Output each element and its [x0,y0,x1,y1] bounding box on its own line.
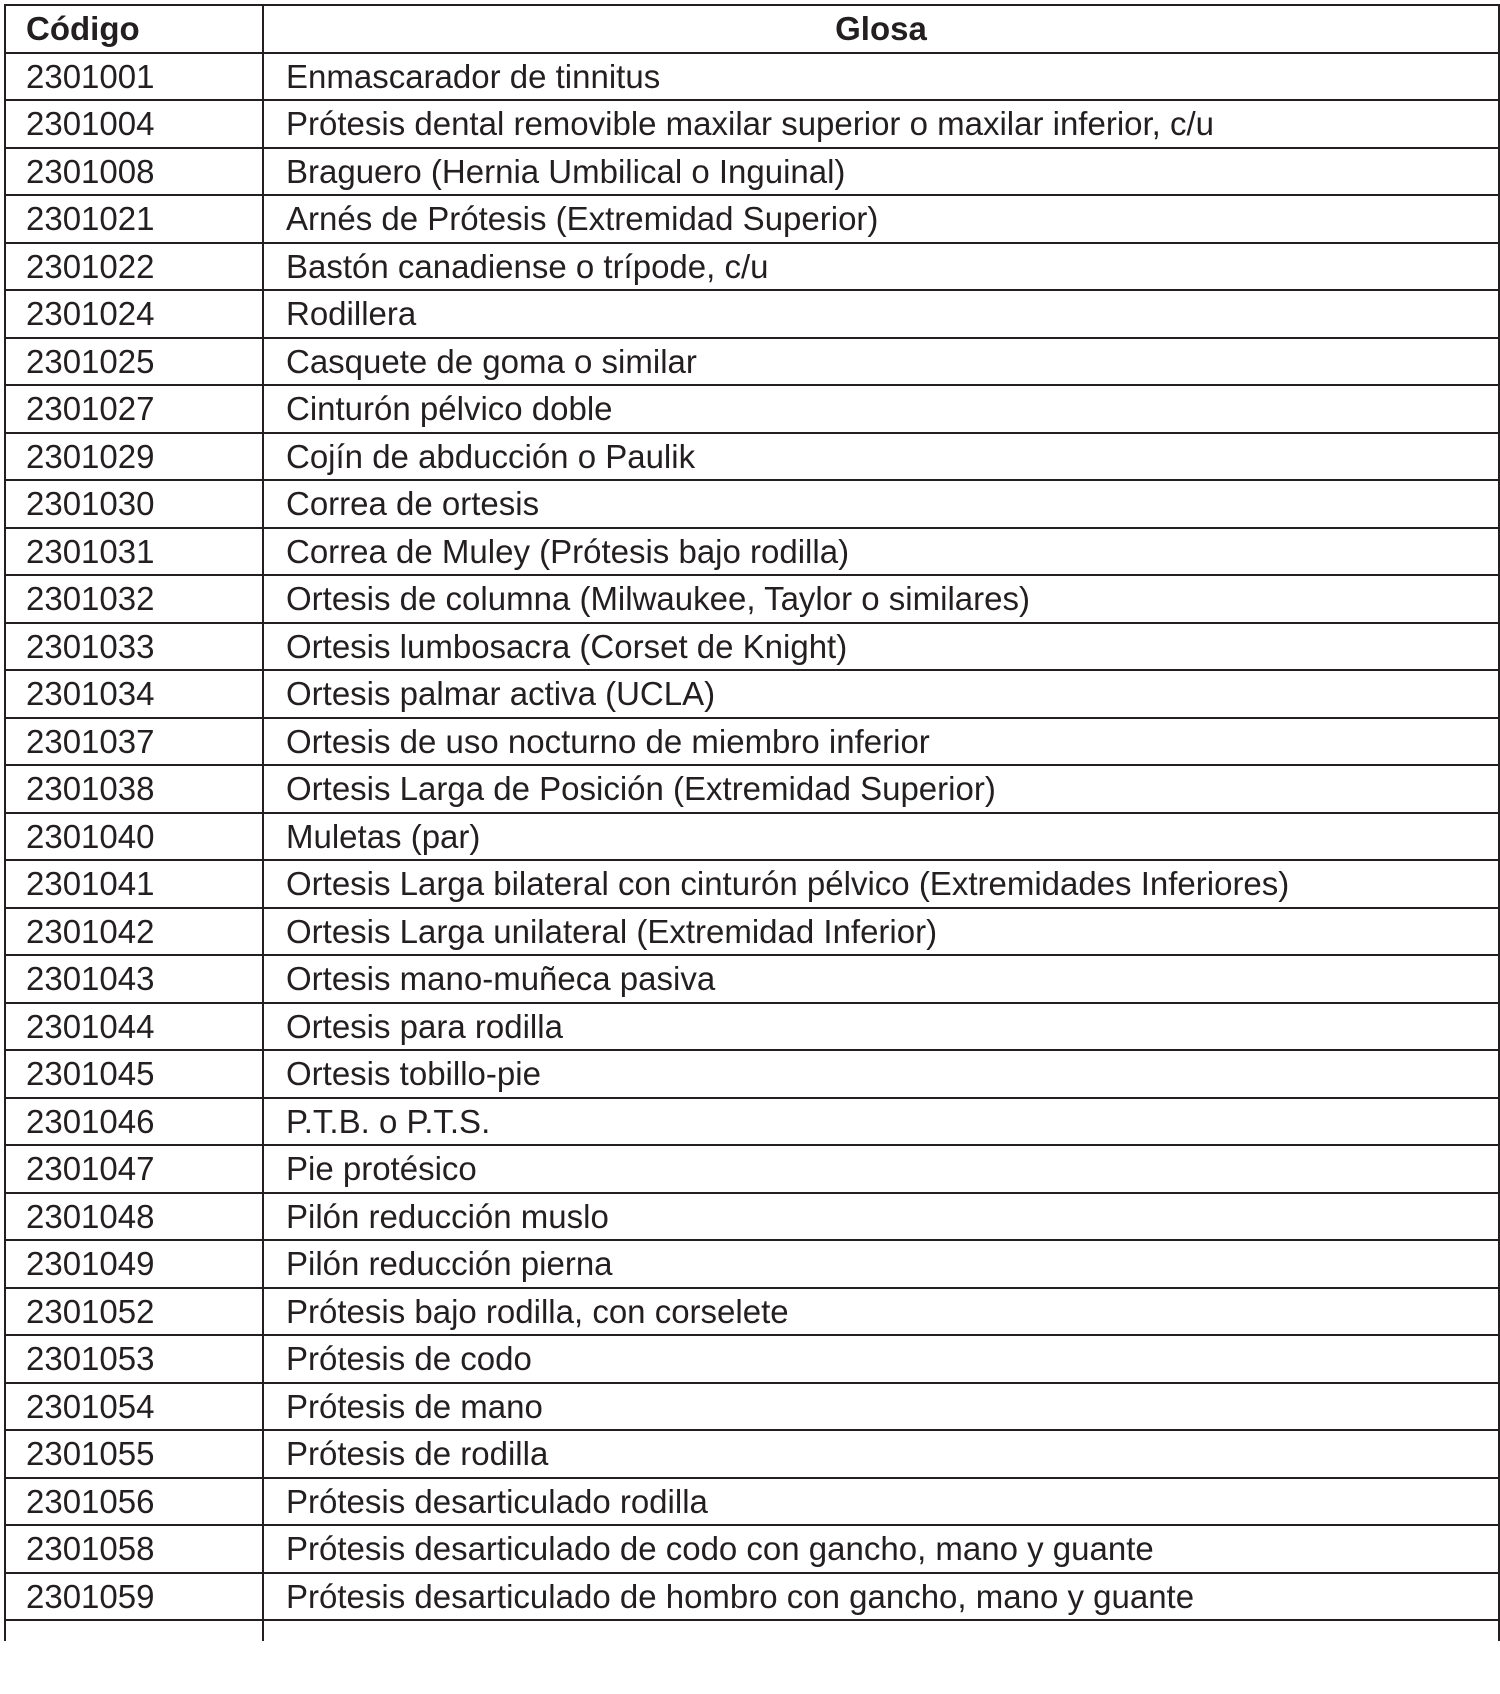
codes-table [4,4,1500,1641]
row-code-cell: 2301047 [5,1145,263,1193]
row-code-cell: 2301024 [5,290,263,338]
row-code-cell: 2301049 [5,1240,263,1288]
row-code-cell: 2301037 [5,718,263,766]
table-row [5,1003,1499,1051]
table-row [5,385,1499,433]
row-gloss-cell: Ortesis tobillo-pie [263,1050,1499,1098]
row-gloss-cell: Correa de Muley (Prótesis bajo rodilla) [263,528,1499,576]
row-code-cell: 2301041 [5,860,263,908]
table-row [5,1430,1499,1478]
table-row [5,575,1499,623]
row-gloss-cell-empty [263,1620,1499,1641]
row-code-cell: 2301053 [5,1335,263,1383]
row-gloss-cell: Pilón reducción muslo [263,1193,1499,1241]
table-row [5,1098,1499,1146]
row-code-cell: 2301001 [5,53,263,101]
table-row-partial [5,1620,1499,1641]
column-header-code: Código [5,5,263,53]
row-gloss-cell: Prótesis desarticulado de codo con gancho, mano y guante [263,1525,1499,1573]
table-row [5,528,1499,576]
table-body [5,53,1499,1642]
row-gloss-cell: Ortesis palmar activa (UCLA) [263,670,1499,718]
row-code-cell: 2301044 [5,1003,263,1051]
table-row [5,480,1499,528]
table-row [5,908,1499,956]
row-gloss-cell: Ortesis Larga unilateral (Extremidad Inferior) [263,908,1499,956]
codes-table-container [4,4,1498,1641]
table-row [5,100,1499,148]
row-gloss-cell: Bastón canadiense o trípode, c/u [263,243,1499,291]
row-code-cell-empty [5,1620,263,1641]
table-row [5,1478,1499,1526]
row-code-cell: 2301058 [5,1525,263,1573]
table-row [5,1383,1499,1431]
table-row [5,290,1499,338]
row-gloss-cell: Prótesis bajo rodilla, con corselete [263,1288,1499,1336]
table-header-row [5,5,1499,53]
row-gloss-cell: Prótesis desarticulado rodilla [263,1478,1499,1526]
row-code-cell: 2301022 [5,243,263,291]
row-code-cell: 2301031 [5,528,263,576]
row-gloss-cell: Prótesis desarticulado de hombro con gancho, mano y guante [263,1573,1499,1621]
row-gloss-cell: Prótesis de rodilla [263,1430,1499,1478]
row-gloss-cell: Ortesis lumbosacra (Corset de Knight) [263,623,1499,671]
row-code-cell: 2301054 [5,1383,263,1431]
table-row [5,1525,1499,1573]
row-gloss-cell: P.T.B. o P.T.S. [263,1098,1499,1146]
table-row [5,1145,1499,1193]
table-row [5,433,1499,481]
column-header-gloss: Glosa [263,5,1499,53]
row-code-cell: 2301021 [5,195,263,243]
table-row [5,148,1499,196]
row-code-cell: 2301046 [5,1098,263,1146]
table-row [5,195,1499,243]
table-row [5,670,1499,718]
table-row [5,1573,1499,1621]
table-row [5,243,1499,291]
row-code-cell: 2301043 [5,955,263,1003]
table-row [5,623,1499,671]
row-gloss-cell: Cojín de abducción o Paulik [263,433,1499,481]
table-row [5,53,1499,101]
table-row [5,1193,1499,1241]
row-code-cell: 2301056 [5,1478,263,1526]
row-gloss-cell: Rodillera [263,290,1499,338]
row-code-cell: 2301045 [5,1050,263,1098]
row-gloss-cell: Ortesis de uso nocturno de miembro inferior [263,718,1499,766]
row-gloss-cell: Prótesis de codo [263,1335,1499,1383]
row-gloss-cell: Ortesis para rodilla [263,1003,1499,1051]
row-gloss-cell: Ortesis Larga bilateral con cinturón pélvico (Extremidades Inferiores) [263,860,1499,908]
row-gloss-cell: Enmascarador de tinnitus [263,53,1499,101]
row-gloss-cell: Pie protésico [263,1145,1499,1193]
row-code-cell: 2301029 [5,433,263,481]
row-code-cell: 2301004 [5,100,263,148]
table-row [5,1288,1499,1336]
table-row [5,813,1499,861]
row-gloss-cell: Correa de ortesis [263,480,1499,528]
row-code-cell: 2301025 [5,338,263,386]
table-row [5,860,1499,908]
table-row [5,1050,1499,1098]
row-code-cell: 2301008 [5,148,263,196]
row-code-cell: 2301032 [5,575,263,623]
row-code-cell: 2301048 [5,1193,263,1241]
row-gloss-cell: Ortesis mano-muñeca pasiva [263,955,1499,1003]
row-gloss-cell: Arnés de Prótesis (Extremidad Superior) [263,195,1499,243]
table-row [5,338,1499,386]
row-code-cell: 2301034 [5,670,263,718]
row-gloss-cell: Muletas (par) [263,813,1499,861]
row-gloss-cell: Prótesis dental removible maxilar superior o maxilar inferior, c/u [263,100,1499,148]
row-code-cell: 2301038 [5,765,263,813]
table-row [5,718,1499,766]
row-code-cell: 2301030 [5,480,263,528]
row-code-cell: 2301055 [5,1430,263,1478]
table-row [5,1240,1499,1288]
row-code-cell: 2301033 [5,623,263,671]
table-row [5,1335,1499,1383]
row-gloss-cell: Ortesis de columna (Milwaukee, Taylor o similares) [263,575,1499,623]
row-gloss-cell: Braguero (Hernia Umbilical o Inguinal) [263,148,1499,196]
row-gloss-cell: Cinturón pélvico doble [263,385,1499,433]
row-code-cell: 2301052 [5,1288,263,1336]
row-gloss-cell: Casquete de goma o similar [263,338,1499,386]
row-code-cell: 2301027 [5,385,263,433]
table-row [5,765,1499,813]
row-gloss-cell: Prótesis de mano [263,1383,1499,1431]
table-row [5,955,1499,1003]
row-code-cell: 2301042 [5,908,263,956]
row-gloss-cell: Pilón reducción pierna [263,1240,1499,1288]
row-gloss-cell: Ortesis Larga de Posición (Extremidad Superior) [263,765,1499,813]
row-code-cell: 2301040 [5,813,263,861]
row-code-cell: 2301059 [5,1573,263,1621]
